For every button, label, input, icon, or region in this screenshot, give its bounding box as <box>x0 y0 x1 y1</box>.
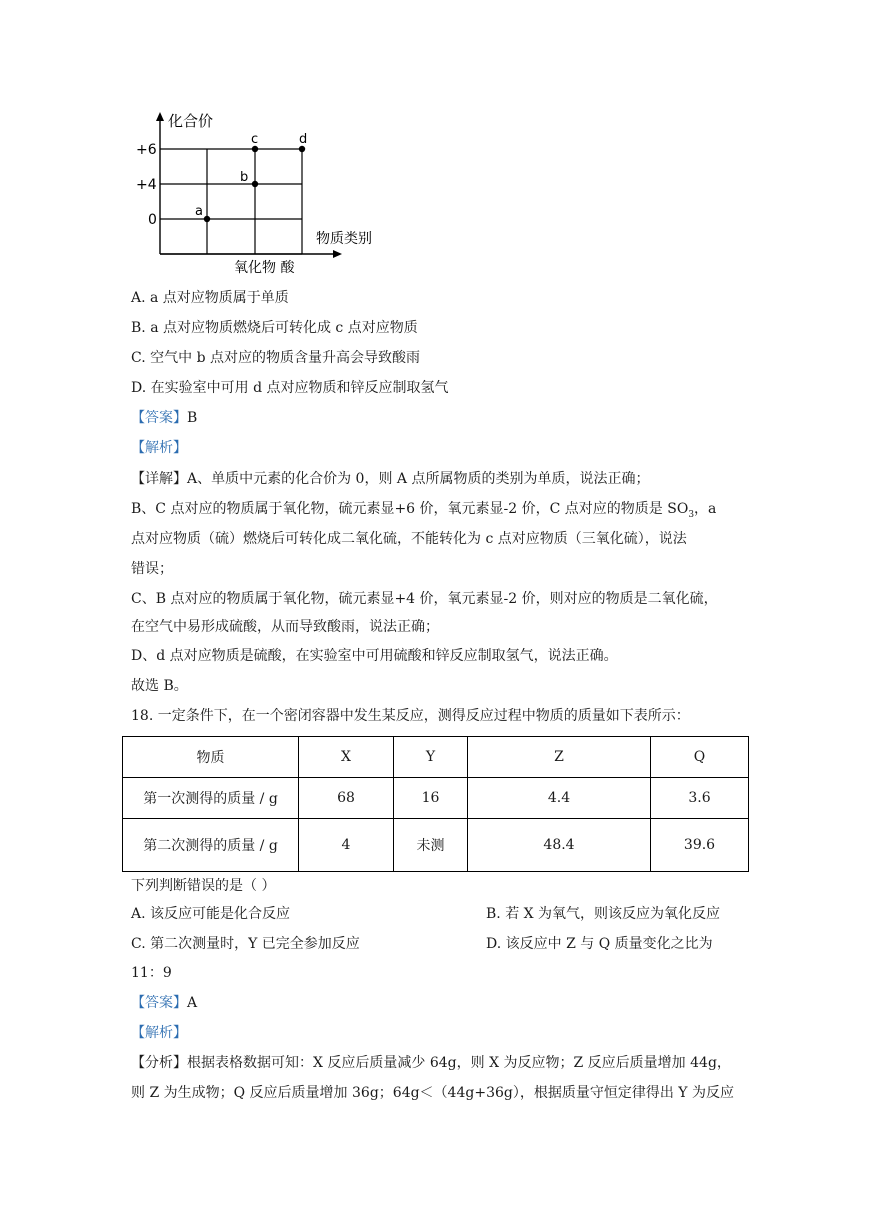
q17-detail-line-3: 点对应物质（硫）燃烧后可转化成二氧化硫，不能转化为 c 点对应物质（三氧化硫），说法 <box>131 531 687 547</box>
table-cell: 3.6 <box>651 778 749 819</box>
subscript: 3 <box>688 509 695 520</box>
point-a-label: a <box>195 204 203 219</box>
q18-analysis-line-1 <box>131 1053 731 1073</box>
q17-detail-line-1 <box>131 469 649 489</box>
table-cell: 未测 <box>394 819 468 872</box>
table-header-cell: Y <box>394 737 468 778</box>
answer-value: B <box>187 410 198 426</box>
q17-detail-line-4: 错误； <box>131 561 173 577</box>
table-header-cell: Z <box>468 737 651 778</box>
y-axis-label: 化合价 <box>168 112 214 130</box>
table-header-cell: Q <box>651 737 749 778</box>
detail-label: 【详解】 <box>131 471 187 487</box>
mass-table <box>122 736 749 872</box>
x-tick-labels: 氧化物 酸 <box>234 260 295 276</box>
point-b <box>252 181 258 187</box>
q18-option-d-continued: 11：9 <box>131 965 172 981</box>
q17-option-c: C. 空气中 b 点对应的物质含量升高会导致酸雨 <box>131 350 420 366</box>
analysis-tag: 【分析】 <box>131 1055 187 1071</box>
q18-answer <box>131 993 197 1013</box>
table-cell: 4 <box>299 819 394 872</box>
y-tick-plus6: +6 <box>136 142 157 158</box>
table-cell: 第二次测得的质量 / g <box>123 819 299 872</box>
point-c-label: c <box>251 132 259 147</box>
chart-grid <box>160 149 302 254</box>
q17-detail-line-7: D、d 点对应物质是硫酸，在实验室中可用硫酸和锌反应制取氢气，说法正确。 <box>131 648 618 664</box>
y-tick-plus4: +4 <box>136 177 157 193</box>
table-cell: 16 <box>394 778 468 819</box>
q17-answer <box>131 408 197 428</box>
q17-option-a: A. a 点对应物质属于单质 <box>131 290 289 306</box>
q18-option-b: B. 若 X 为氧气，则该反应为氧化反应 <box>486 906 721 922</box>
point-b-label: b <box>240 170 249 185</box>
table-header-cell: X <box>299 737 394 778</box>
q18-option-c: C. 第二次测量时，Y 已完全参加反应 <box>131 936 360 952</box>
point-d-label: d <box>299 132 308 147</box>
table-header-cell: 物质 <box>123 737 299 778</box>
answer-value: A <box>187 995 198 1011</box>
q17-option-d: D. 在实验室中可用 d 点对应物质和锌反应制取氢气 <box>131 380 449 396</box>
q17-detail-line-5: C、B 点对应的物质属于氧化物，硫元素显+4 价，氧元素显-2 价，则对应的物质是二氧化硫， <box>131 591 718 607</box>
detail-text: A、单质中元素的化合价为 0，则 A 点所属物质的类别为单质，说法正确； <box>187 471 650 487</box>
x-axis-label: 物质类别 <box>316 231 372 247</box>
q18-prompt: 下列判断错误的是（ ） <box>131 878 276 894</box>
table-cell: 4.4 <box>468 778 651 819</box>
q17-detail-line-6: 在空气中易形成硫酸，从而导致酸雨，说法正确； <box>131 619 439 635</box>
table-cell: 39.6 <box>651 819 749 872</box>
q17-analysis-label: 【解析】 <box>131 440 187 456</box>
q18-stem: 18. 一定条件下，在一个密闭容器中发生某反应，测得反应过程中物质的质量如下表所示： <box>131 708 690 724</box>
table-cell: 第一次测得的质量 / g <box>123 778 299 819</box>
q18-option-a: A. 该反应可能是化合反应 <box>131 906 291 922</box>
table-header-row <box>123 737 749 778</box>
valence-category-chart <box>128 108 388 278</box>
table-row <box>123 819 749 872</box>
detail-text: B、C 点对应的物质属于氧化物，硫元素显+6 价，氧元素显-2 价，C 点对应的物质是 SO <box>131 501 689 517</box>
table-row <box>123 778 749 819</box>
table-cell: 48.4 <box>468 819 651 872</box>
y-axis-arrow-icon <box>156 112 164 121</box>
answer-label: 【答案】 <box>131 410 187 426</box>
table-cell: 68 <box>299 778 394 819</box>
q17-conclusion: 故选 B。 <box>131 678 188 694</box>
answer-label: 【答案】 <box>131 995 187 1011</box>
point-a <box>204 216 210 222</box>
q18-analysis-label: 【解析】 <box>131 1025 187 1041</box>
detail-text: ，a <box>694 501 717 517</box>
y-tick-zero: 0 <box>148 212 157 228</box>
q18-analysis-line-2: 则 Z 为生成物；Q 反应后质量增加 36g；64g＜（44g+36g），根据质量守恒定律得出 Y 为反应 <box>131 1085 734 1101</box>
q18-option-d: D. 该反应中 Z 与 Q 质量变化之比为 <box>486 936 713 952</box>
q17-detail-line-2 <box>131 499 716 525</box>
q17-option-b: B. a 点对应物质燃烧后可转化成 c 点对应物质 <box>131 320 418 336</box>
x-axis-arrow-icon <box>333 250 342 258</box>
analysis-text: 根据表格数据可知：X 反应后质量减少 64g，则 X 为反应物；Z 反应后质量增加 44g， <box>187 1055 731 1071</box>
